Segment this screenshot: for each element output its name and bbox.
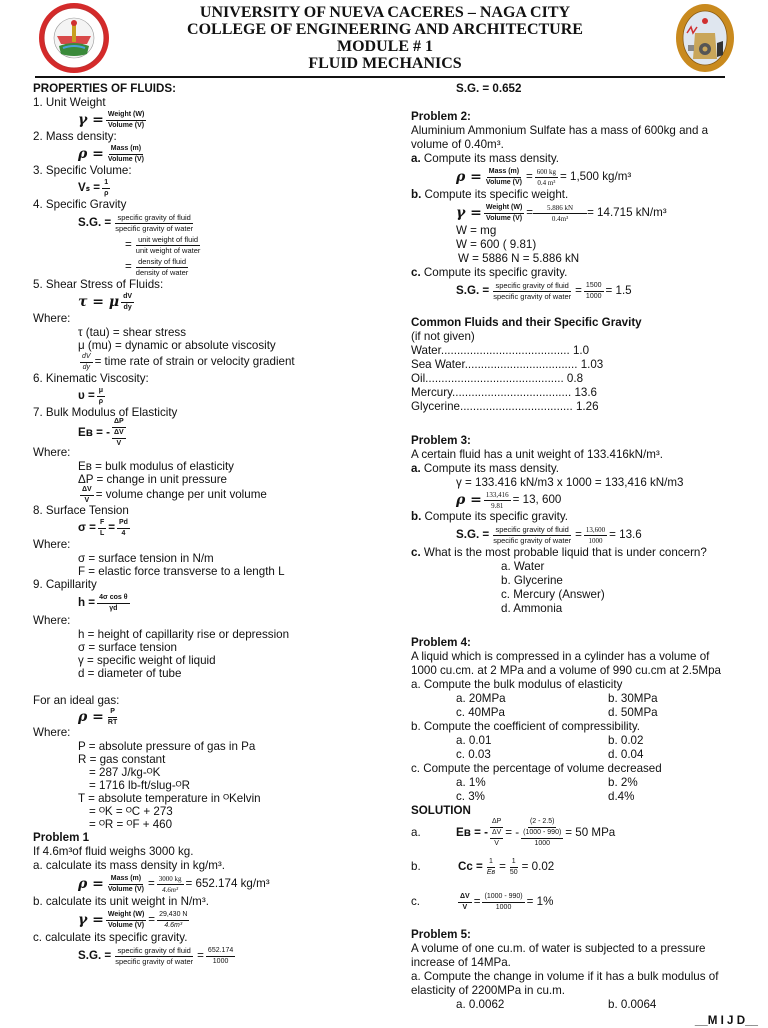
- problem-5-title: Problem 5:: [411, 928, 471, 941]
- problem-4-part-b: b. Compute the coefficient of compressibility.: [411, 720, 640, 733]
- unit-weight-formula: γ = $\frac{\text{Weight (W)}}{\text{Volume (V)}}$: [78, 110, 145, 129]
- solution-b: b. Cᴄ = $\frac{1}{\text{Eʙ}}$ = $\frac{1}{50}$ = 0.02: [411, 857, 555, 876]
- problem-4-a-options: a. 20MPa b. 30MPa: [456, 692, 658, 705]
- mass-density-heading: 2. Mass density:: [33, 130, 117, 143]
- problem-3-part-a: a. Compute its mass density.: [411, 462, 560, 475]
- where-label: Where:: [33, 726, 71, 739]
- kelvin-conversion: = ᴼK = ᴼC + 273: [89, 805, 173, 818]
- option-a: a. Water: [501, 560, 545, 573]
- header-module: MODULE # 1: [337, 38, 433, 55]
- definition-sigma: σ = surface tension: [78, 641, 177, 654]
- problem-2-a-solution: ρ = $\frac{\text{Mass (m)}}{\text{Volume (V)}}$ = $\frac{600 kg}{\text{0.4 m³}}$ = 1,500 kg/m³: [456, 167, 632, 187]
- header-title: [150, 4, 620, 72]
- option-b: b. Glycerine: [501, 574, 563, 587]
- problem-2-b-solution: γ = $\frac{\text{Weight (W)}}{\text{Volume (V)}}$ = $\frac{5.886 kN}{\text{0.4m³}}$ = 14.715 kN/m³: [456, 203, 667, 223]
- definition-gamma: γ = specific weight of liquid: [78, 654, 216, 667]
- problem-3-title: Problem 3:: [411, 434, 471, 447]
- where-label: Where:: [33, 614, 71, 627]
- header-subject: FLUID MECHANICS: [308, 55, 462, 72]
- university-seal-icon: [37, 2, 111, 74]
- specific-gravity-heading: 4. Specific Gravity: [33, 198, 127, 211]
- definition-diameter: d = diameter of tube: [78, 667, 182, 680]
- definition-temperature: T = absolute temperature in ᴼKelvin: [78, 792, 261, 805]
- definition-pressure-change: ΔP = change in unit pressure: [78, 473, 228, 486]
- engineering-college-seal-icon: [675, 3, 735, 73]
- kinematic-viscosity-formula: υ = $\frac{\mu}{\rho}$: [78, 386, 104, 405]
- definition-bulk-modulus: Eʙ = bulk modulus of elasticity: [78, 460, 234, 473]
- kinematic-viscosity-heading: 6. Kinematic Viscosity:: [33, 372, 149, 385]
- mass-density-formula: ρ = $\frac{\text{Mass (m)}}{\text{Volume (V)}}$: [78, 144, 144, 163]
- footer-initials: __M I J D__: [694, 1014, 758, 1027]
- problem-4-title: Problem 4:: [411, 636, 471, 649]
- problem-1-a-solution: ρ = $\frac{\text{Mass (m)}}{\text{Volume (V)}}$ = $\frac{3000 kg}{\text{4.6m³}}$ = 652.174 kg/m³: [78, 874, 270, 894]
- problem-2-title: Problem 2:: [411, 110, 471, 123]
- problem-5-part-a-2: elasticity of 2200MPa in cu.m.: [411, 984, 566, 997]
- shear-stress-heading: 5. Shear Stress of Fluids:: [33, 278, 164, 291]
- problem-5-text-1: A volume of one cu.m. of water is subjected to a pressure: [411, 942, 706, 955]
- right-column: [411, 82, 761, 1028]
- list-item: Water........................................ 1.0: [411, 344, 590, 357]
- problem-5-a-options: a. 0.0062 b. 0.0064: [456, 998, 657, 1011]
- specific-volume-formula: Vₛ = $\frac{1}{\rho}$: [78, 178, 109, 197]
- problem-2-part-a: a. Compute its mass density.: [411, 152, 560, 165]
- problem-3-a-step-2: ρ = $\frac{133,416}{9.81}$ = 13, 600: [456, 490, 562, 510]
- rankine-conversion: = ᴼR = ᴼF + 460: [89, 818, 173, 831]
- header-college: COLLEGE OF ENGINEERING AND ARCHITECTURE: [187, 21, 583, 38]
- surface-tension-formula: σ = $\frac{F}{L}$ = $\frac{Pd}{4}$: [78, 518, 128, 537]
- problem-2-text-1: Aluminium Ammonium Sulfate has a mass of 600kg and a: [411, 124, 709, 137]
- ideal-gas-heading: For an ideal gas:: [33, 694, 120, 707]
- definition-mu: μ (mu) = dynamic or absolute viscosity: [78, 339, 276, 352]
- problem-4-c-options: c. 3% d.4%: [456, 790, 635, 803]
- list-item: Sea Water................................... 1.03: [411, 358, 604, 371]
- option-d: d. Ammonia: [501, 602, 563, 615]
- problem-1-part-a: a. calculate its mass density in kg/m³.: [33, 859, 226, 872]
- common-fluids-note: (if not given): [411, 330, 475, 343]
- problem-4-b-options: a. 0.01 b. 0.02: [456, 734, 644, 747]
- definition-tau: τ (tau) = shear stress: [78, 326, 186, 339]
- section-heading: PROPERTIES OF FLUIDS:: [33, 82, 176, 95]
- ideal-gas-formula: ρ = $\frac{P}{RT}$: [78, 707, 118, 726]
- problem-3-part-b: b. Compute its specific gravity.: [411, 510, 569, 523]
- capillarity-formula: h = $\frac{\text{4σ cos θ}}{\gamma d}$: [78, 593, 128, 612]
- problem-1-text: If 4.6m³of fluid weighs 3000 kg.: [33, 845, 194, 858]
- specific-gravity-formula-1: S.G. = $\frac{\text{specific gravity of fluid}}{\text{specific gravity of water}}$: [78, 212, 194, 233]
- definition-sigma: σ = surface tension in N/m: [78, 552, 214, 565]
- problem-3-text: A certain fluid has a unit weight of 133.416kN/m³.: [411, 448, 663, 461]
- weight-substitution: W = 600 ( 9.81): [456, 238, 537, 251]
- list-item: Oil........................................... 0.8: [411, 372, 584, 385]
- problem-2-part-b: b. Compute its specific weight.: [411, 188, 569, 201]
- problem-1-title: Problem 1: [33, 831, 90, 844]
- list-item: Mercury..................................... 13.6: [411, 386, 598, 399]
- problem-1-part-b: b. calculate its unit weight in N/m³.: [33, 895, 209, 908]
- solution-a: a. Eʙ = - ΔP ΔV V = - (2 - 2.5) (1000 - 990) 1000 = 50 MPa: [411, 818, 616, 847]
- definition-gas-constant: R = gas constant: [78, 753, 166, 766]
- surface-tension-heading: 8. Surface Tension: [33, 504, 129, 517]
- header-divider: [35, 76, 725, 78]
- problem-3-b-solution: S.G. = $\frac{\text{specific gravity of fluid}}{\text{specific gravity of water}}$ = $\frac{13,600}{1000}$ = 13.6: [456, 524, 642, 545]
- where-label: Where:: [33, 312, 71, 325]
- solution-c: c. $\frac{\Delta V}{V}$ = $\frac{(1000 - 990)}{1000}$ = 1%: [411, 892, 554, 911]
- left-column: [33, 82, 373, 967]
- problem-4-part-c: c. Compute the percentage of volume decreased: [411, 762, 662, 775]
- capillarity-heading: 9. Capillarity: [33, 578, 97, 591]
- solution-heading: SOLUTION: [411, 804, 471, 817]
- common-fluids-list: [411, 344, 761, 414]
- gas-constant-english: = 1716 lb-ft/slug-ᴼR: [89, 779, 190, 792]
- problem-1-b-solution: γ = $\frac{\text{Weight (W)}}{\text{Volume (V)}}$ = $\frac{29,430 N}{\text{4.6m³}}$: [78, 910, 188, 929]
- problem-5-text-2: increase of 14MPa.: [411, 956, 511, 969]
- problem-4-text-1: A liquid which is compressed in a cylinder has a volume of: [411, 650, 710, 663]
- problem-1-c-solution: S.G. = $\frac{\text{specific gravity of fluid}}{\text{specific gravity of water}}$ = $\frac{652.174}{1000}$: [78, 945, 234, 966]
- problem-3-a-step-1: γ = 133.416 kN/m3 x 1000 = 133,416 kN/m3: [456, 476, 684, 489]
- specific-gravity-formula-2: = $\frac{\text{unit weight of fluid}}{\text{unit weight of water}}$: [125, 234, 201, 255]
- option-c-answer: c. Mercury (Answer): [501, 588, 605, 601]
- problem-2-c-solution: S.G. = $\frac{\text{specific gravity of fluid}}{\text{specific gravity of water}}$ = $\frac{1500}{1000}$ = 1.5: [456, 280, 632, 301]
- definition-force: F = elastic force transverse to a length L: [78, 565, 285, 578]
- list-item: Glycerine................................... 1.26: [411, 400, 599, 413]
- definition-velocity-gradient: $\frac{dV}{dy}$ = time rate of strain or velocity gradient: [82, 352, 295, 371]
- problem-5-part-a-1: a. Compute the change in volume if it has a bulk modulus of: [411, 970, 719, 983]
- header-university: UNIVERSITY OF NUEVA CACERES – NAGA CITY: [199, 4, 571, 21]
- problem-4-b-options: c. 0.03 d. 0.04: [456, 748, 644, 761]
- definition-height: h = height of capillarity rise or depression: [78, 628, 290, 641]
- unit-weight-heading: 1. Unit Weight: [33, 96, 106, 109]
- definition-volume-change: $\frac{\Delta V}{V}$ = volume change per unit volume: [82, 485, 267, 504]
- where-label: Where:: [33, 446, 71, 459]
- gas-constant-si: = 287 J/kg-ᴼK: [89, 766, 161, 779]
- weight-result: W = 5886 N = 5.886 kN: [458, 252, 580, 265]
- problem-2-part-c: c. Compute its specific gravity.: [411, 266, 568, 279]
- weight-formula: W = mg: [456, 224, 497, 237]
- document-header: [0, 0, 768, 80]
- specific-gravity-formula-3: = $\frac{\text{density of fluid}}{\text{density of water}}$: [125, 256, 189, 277]
- bulk-modulus-heading: 7. Bulk Modulus of Elasticity: [33, 406, 178, 419]
- where-label: Where:: [33, 538, 71, 551]
- definition-pressure: P = absolute pressure of gas in Pa: [78, 740, 256, 753]
- problem-4-a-options: c. 40MPa d. 50MPa: [456, 706, 658, 719]
- bulk-modulus-formula: Eʙ = - ΔP ΔV V: [78, 418, 124, 447]
- problem-2-text-2: volume of 0.40m³.: [411, 138, 504, 151]
- problem-3-part-c: c. What is the most probable liquid that is under concern?: [411, 546, 707, 559]
- problem-4-part-a: a. Compute the bulk modulus of elasticity: [411, 678, 623, 691]
- specific-volume-heading: 3. Specific Volume:: [33, 164, 132, 177]
- problem-4-c-options: a. 1% b. 2%: [456, 776, 638, 789]
- shear-stress-formula: τ = μ $\frac{dV}{dy}$: [78, 292, 133, 311]
- problem-1-part-c: c. calculate its specific gravity.: [33, 931, 188, 944]
- problem-1-result: S.G. = 0.652: [456, 82, 522, 95]
- problem-4-text-2: 1000 cu.cm. at 2 MPa and a volume of 990 cu.cm at 2.5Mpa: [411, 664, 721, 677]
- common-fluids-title: Common Fluids and their Specific Gravity: [411, 316, 642, 329]
